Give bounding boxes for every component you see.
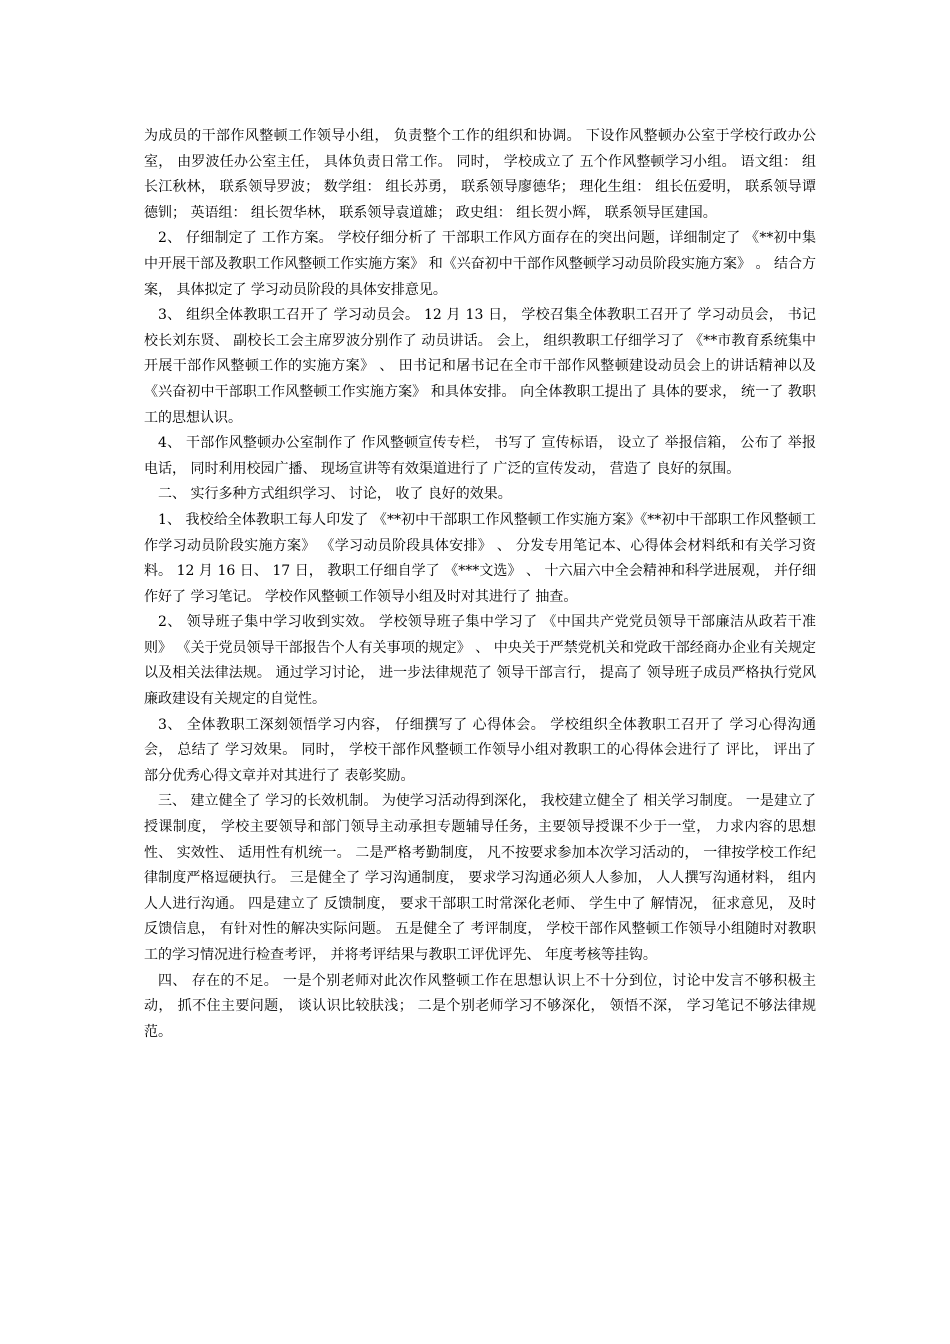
paragraph-continued: 为成员的干部作风整顿工作领导小组， 负责整个工作的组织和协调。 下设作风整顿办公室于学校行政办公室， 由罗波任办公室主任， 具体负责日常工作。 同时， 学校成立了 五个作风整顿学习小组。 语文组： 组长江秋林， 联系领导罗波； 数学组： 组长苏勇， 联系领导廖德华； 理化生组： 组长伍爱明， 联系领导谭德钏； 英语组： 组长贺华林， 联系领导袁道雄； 政史组： 组长贺小辉， 联系领导匡建国。	[144, 128, 816, 221]
paragraph-item-2-1: 1、 我校给全体教职工每人印发了 《**初中干部职工作风整顿工作实施方案》《**初中干部职工作风整顿工作学习动员阶段实施方案》 《学习动员阶段具体安排》 、 分发专用笔记本、心得体会材料纸和有关学习资料。 12 月 16 日、 17 日， 教职工仔细自学了 《***文选》 、 十六届六中全会精神和科学进展观， 并仔细作好了 学习笔记。 学校作风整顿工作领导小组及时对其进行了 抽查。	[144, 511, 816, 605]
paragraph-item-1-2: 2、 仔细制定了 工作方案。 学校仔细分析了 干部职工作风方面存在的突出问题，详细制定了 《**初中集中开展干部及教职工作风整顿工作实施方案》 和《兴奋初中干部作风整顿学习动员阶段实施方案》 。 结合方案， 具体拟定了 学习动员阶段的具体安排意见。	[144, 230, 816, 298]
section-4: 四、 存在的不足。 一是个别老师对此次作风整顿工作在思想认识上不十分到位，讨论中发言不够积极主动， 抓不住主要问题， 谈认识比较肤浅； 二是个别老师学习不够深化， 领悟不深， 学习笔记不够法律规范。	[144, 972, 816, 1040]
paragraph-item-2-2: 2、 领导班子集中学习收到实效。 学校领导班子集中学习了 《中国共产党党员领导干部廉洁从政若干准则》 《关于党员领导干部报告个人有关事项的规定》 、 中央关于严禁党机关和党政干部经商办企业有关规定以及相关法律法规。 通过学习讨论， 进一步法律规范了 领导干部言行， 提高了 领导班子成员严格执行党风廉政建设有关规定的自觉性。	[144, 614, 816, 708]
section-heading-2: 二、 实行多种方式组织学习、 讨论， 收了 良好的效果。	[158, 486, 512, 503]
paragraph-item-2-3: 3、 全体教职工深刻领悟学习内容， 仔细撰写了 心得体会。 学校组织全体教职工召开了 学习心得沟通会， 总结了 学习效果。 同时， 学校干部作风整顿工作领导小组对教职工的心得体会进行了 评比， 评出了 部分优秀心得文章并对其进行了 表彰奖励。	[144, 716, 816, 784]
document-page	[144, 124, 816, 1045]
paragraph-item-1-4: 4、 干部作风整顿办公室制作了 作风整顿宣传专栏， 书写了 宣传标语， 设立了 举报信箱， 公布了 举报电话， 同时利用校园广播、 现场宣讲等有效渠道进行了 广泛的宣传发动， 营造了 良好的氛围。	[144, 435, 816, 477]
paragraph-item-1-3: 3、 组织全体教职工召开了 学习动员会。 12 月 13 日， 学校召集全体教职工召开了 学习动员会， 书记校长刘东贤、 副校长工会主席罗波分别作了 动员讲话。 会上， 组织教职工仔细学习了 《**市教育系统集中开展干部作风整顿工作的实施方案》 、 田书记和屠书记在全市干部作风整顿建设动员会上的讲话精神以及《兴奋初中干部职工作风整顿工作实施方案》 和具体安排。 向全体教职工提出了 具体的要求， 统一了 教职工的思想认识。	[144, 307, 816, 426]
section-3: 三、 建立健全了 学习的长效机制。 为使学习活动得到深化， 我校建立健全了 相关学习制度。 一是建立了 授课制度， 学校主要领导和部门领导主动承担专题辅导任务，主要领导授课不少于一堂， 力求内容的思想性、 实效性、 适用性有机统一。 二是严格考勤制度， 凡不按要求参加本次学习活动的， 一律按学校工作纪律制度严格逗硬执行。 三是健全了 学习沟通制度， 要求学习沟通必须人人参加， 人人撰写沟通材料， 组内人人进行沟通。 四是建立了 反馈制度， 要求干部职工时常深化老师、 学生中了 解情况， 征求意见， 及时反馈信息， 有针对性的解决实际问题。 五是健全了 考评制度， 学校干部作风整顿工作领导小组随时对教职工的学习情况进行检查考评， 并将考评结果与教职工评优评先、 年度考核等挂钩。	[144, 793, 816, 963]
